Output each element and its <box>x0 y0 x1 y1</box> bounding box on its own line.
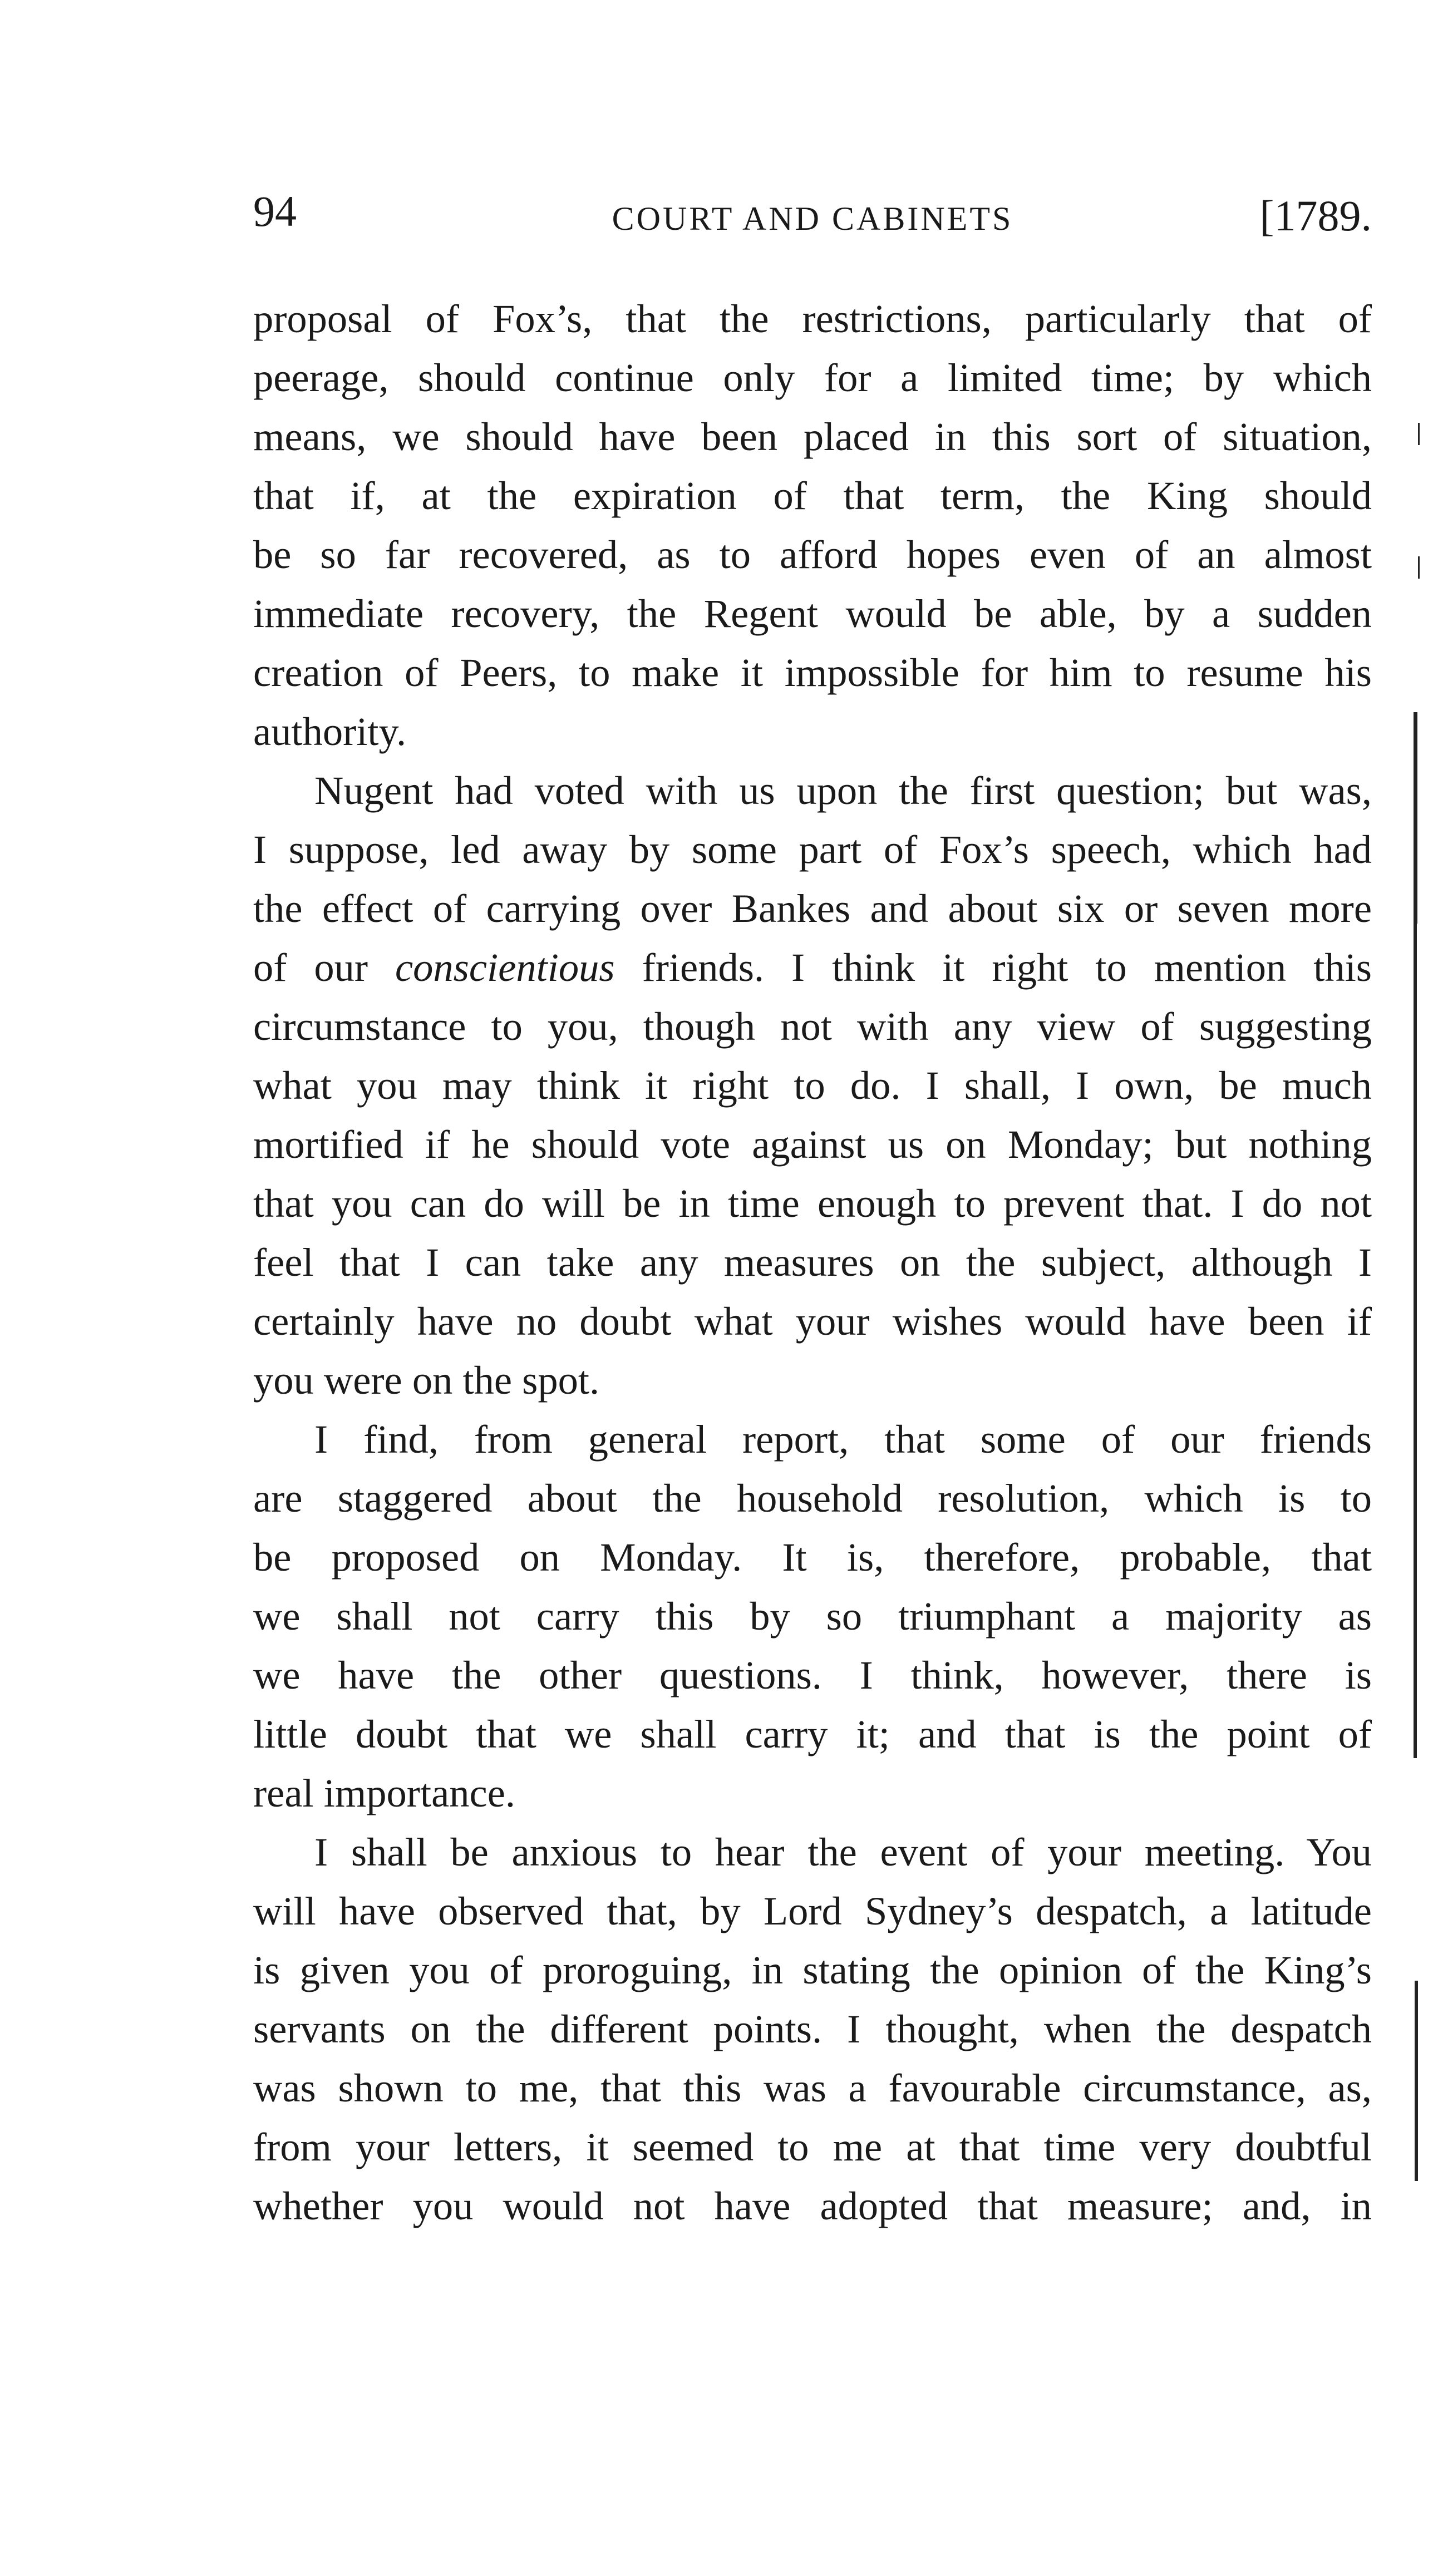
paragraph <box>253 1823 1372 2236</box>
text-line: be so far recovered, as to afford hopes even of an almost <box>253 532 1372 577</box>
text-line: from your letters, it seemed to me at that time very doubtful <box>253 2124 1372 2169</box>
text-line: that you can do will be in time enough to prevent that. I do not <box>253 1181 1372 1226</box>
text-line: whether you would not have adopted that measure; and, in <box>253 2183 1372 2228</box>
text-line: certainly have no doubt what your wishes would have been if <box>253 1299 1372 1344</box>
paragraph <box>253 1410 1372 1823</box>
text-line: little doubt that we shall carry it; and that is the point of <box>253 1711 1372 1756</box>
text-line: I suppose, led away by some part of Fox’s speech, which had <box>253 827 1372 872</box>
text-line: Nugent had voted with us upon the first question; but was, <box>314 768 1372 813</box>
text-line: proposal of Fox’s, that the restrictions, particularly that of <box>253 296 1372 341</box>
page-edge-mark <box>1418 556 1420 579</box>
text-line: servants on the different points. I thought, when the despatch <box>253 2006 1372 2051</box>
text-line: feel that I can take any measures on the subject, although I <box>253 1240 1372 1285</box>
text-line: I shall be anxious to hear the event of your meeting. You <box>314 1829 1372 1874</box>
paragraph <box>253 761 1372 1410</box>
text-line: are staggered about the household resolution, which is to <box>253 1475 1372 1521</box>
text-line: of our conscientious friends. I think it right to mention this <box>253 945 1372 990</box>
text-line: you were on the spot. <box>253 1358 600 1403</box>
page-edge-mark <box>1414 868 1417 1758</box>
running-head <box>253 184 1372 250</box>
paragraph <box>253 289 1372 761</box>
text-line: is given you of proroguing, in stating the opinion of the King’s <box>253 1947 1372 1992</box>
page-number: 94 <box>253 187 297 235</box>
text-line: the effect of carrying over Bankes and about six or seven more <box>253 886 1372 931</box>
text-line: what you may think it right to do. I shall, I own, be much <box>253 1063 1372 1108</box>
text-line: real importance. <box>253 1770 516 1815</box>
running-title: COURT AND CABINETS <box>612 200 1013 237</box>
text-line: we have the other questions. I think, however, there is <box>253 1652 1372 1697</box>
header-year: [1789. <box>1259 191 1372 240</box>
text-line: mortified if he should vote against us on Monday; but nothing <box>253 1122 1372 1167</box>
page-edge-mark <box>1418 423 1420 445</box>
text-line: authority. <box>253 709 407 754</box>
text-line: creation of Peers, to make it impossible for him to resume his <box>253 650 1372 695</box>
text-line: be proposed on Monday. It is, therefore, probable, that <box>253 1534 1372 1580</box>
text-line: I find, from general report, that some of our friends <box>314 1417 1372 1462</box>
italic-word: conscientious <box>395 945 615 990</box>
text-line: circumstance to you, though not with any view of suggesting <box>253 1004 1372 1049</box>
text-line: peerage, should continue only for a limited time; by which <box>253 355 1372 400</box>
text-line: immediate recovery, the Regent would be able, by a sudden <box>253 591 1372 636</box>
text-line: was shown to me, that this was a favourable circumstance, as, <box>253 2065 1372 2110</box>
text-line: that if, at the expiration of that term, the King should <box>253 473 1372 518</box>
body-text <box>253 289 1372 2236</box>
text-line: we shall not carry this by so triumphant a majority as <box>253 1593 1372 1639</box>
page-edge-mark <box>1415 1981 1418 2181</box>
text-line: will have observed that, by Lord Sydney’s despatch, a latitude <box>253 1888 1372 1933</box>
text-line: means, we should have been placed in this sort of situation, <box>253 414 1372 459</box>
